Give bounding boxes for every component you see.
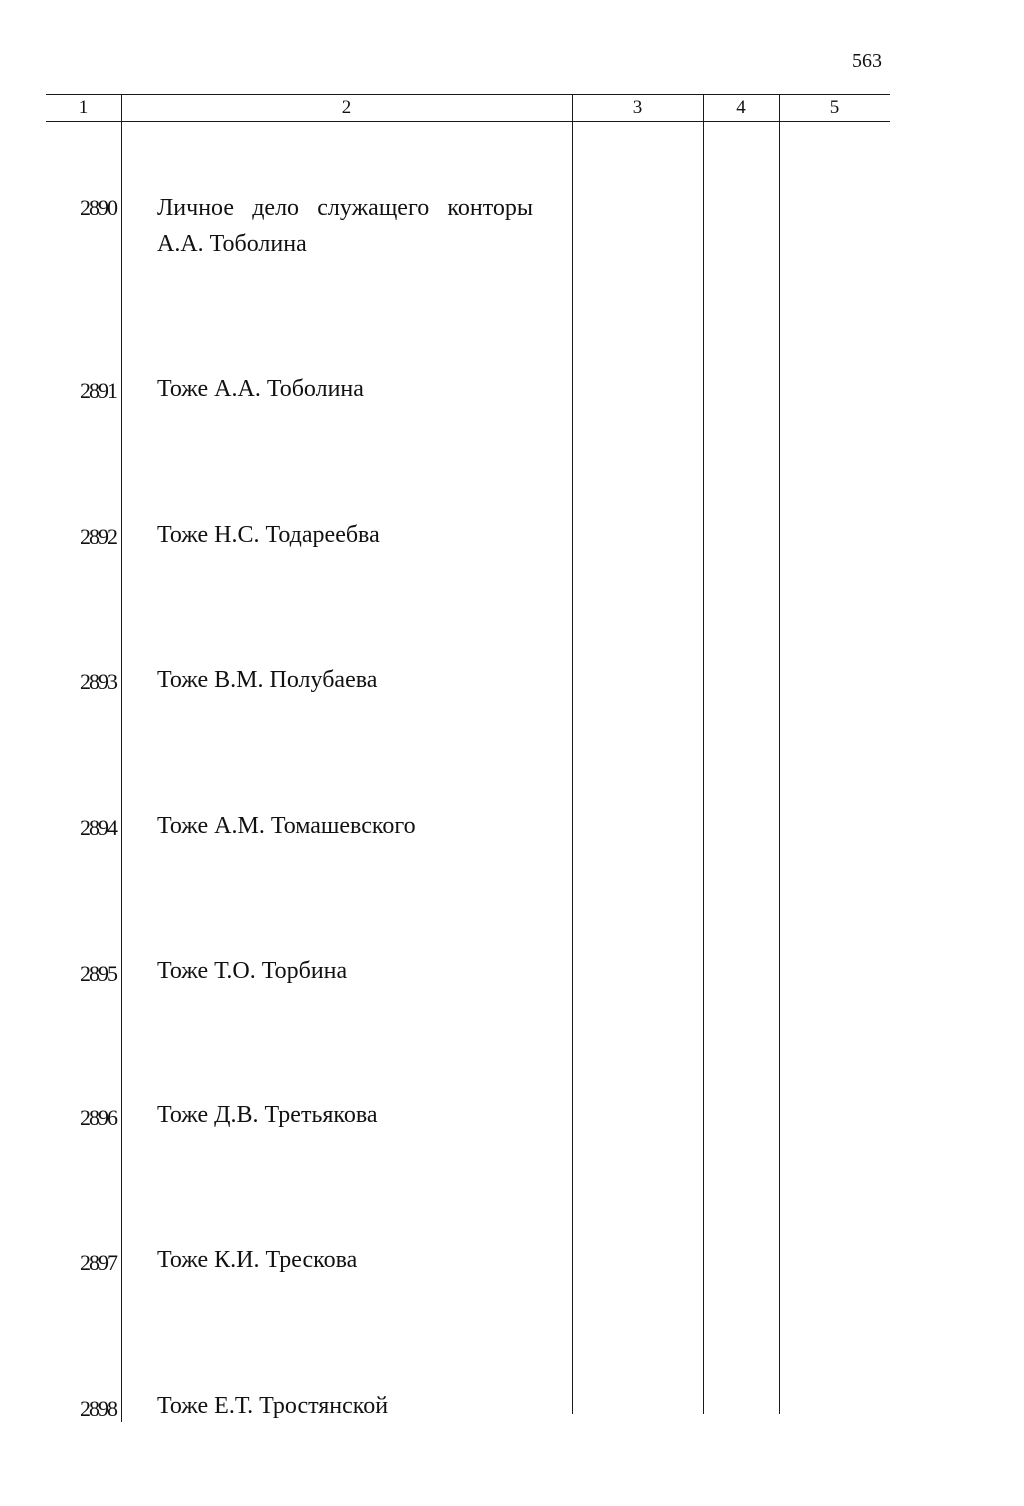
item-description: Тоже К.И. Трескова bbox=[157, 1247, 358, 1273]
item-number: 2893 bbox=[80, 669, 116, 694]
table-header-top-rule bbox=[46, 94, 890, 95]
item-number: 2896 bbox=[80, 1105, 116, 1130]
item-description: Тоже Д.В. Третьякова bbox=[157, 1102, 378, 1128]
item-number: 2892 bbox=[80, 524, 116, 549]
column-header-3: 3 bbox=[632, 97, 643, 118]
item-description bbox=[157, 190, 533, 262]
item-number: 2894 bbox=[80, 815, 116, 840]
item-description-line: Личное дело служащего конторы bbox=[157, 195, 533, 221]
item-description: Тоже Н.С. Тодареебва bbox=[157, 522, 380, 548]
column-header-1: 1 bbox=[78, 97, 89, 118]
item-description: Тоже А.А. Тоболина bbox=[157, 376, 364, 402]
item-number: 2890 bbox=[80, 195, 116, 220]
table-header-bottom-rule bbox=[46, 121, 890, 122]
column-header-2: 2 bbox=[341, 97, 352, 118]
item-number: 2897 bbox=[80, 1250, 116, 1275]
column-divider-2 bbox=[572, 94, 573, 1414]
item-description: Тоже Е.Т. Тростянской bbox=[157, 1393, 389, 1419]
item-number: 2895 bbox=[80, 961, 116, 986]
item-description: Тоже В.М. Полубаева bbox=[157, 667, 378, 693]
item-number: 2898 bbox=[80, 1396, 116, 1421]
item-description: Тоже А.М. Томашевского bbox=[157, 813, 416, 839]
column-divider-4 bbox=[779, 94, 780, 1414]
item-description-line: А.А. Тоболина bbox=[157, 231, 307, 257]
column-divider-3 bbox=[703, 94, 704, 1414]
page-number: 563 bbox=[852, 50, 882, 72]
item-number: 2891 bbox=[80, 378, 116, 403]
column-header-4: 4 bbox=[736, 97, 746, 118]
column-header-5: 5 bbox=[829, 97, 840, 118]
item-description: Тоже Т.О. Торбина bbox=[157, 958, 348, 984]
column-divider-1 bbox=[121, 94, 122, 1422]
